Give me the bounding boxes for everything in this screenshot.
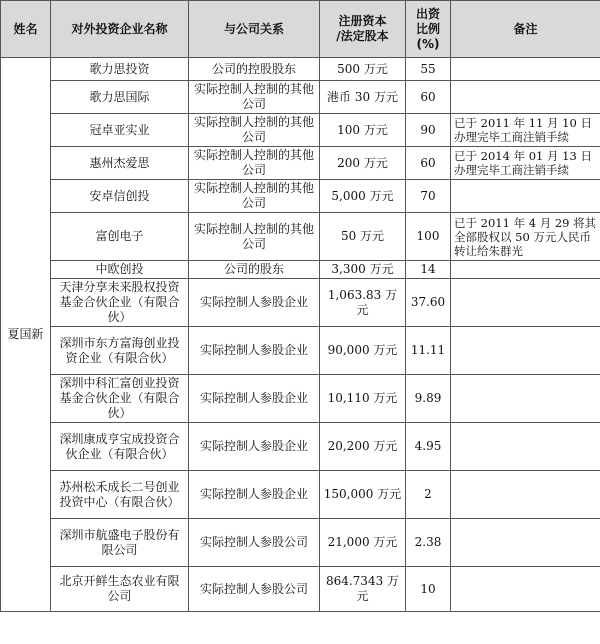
ratio-cell: 10 [406,567,451,612]
table-row [1,519,600,567]
remark-cell [451,423,600,471]
relation-cell: 实际控制人参股公司 [189,519,320,567]
header-capital: 注册资本 /法定股本 [320,1,406,58]
table-row [1,375,600,423]
ratio-cell: 60 [406,147,451,180]
relation-cell: 实际控制人控制的其他公司 [189,147,320,180]
header-relation: 与公司关系 [189,1,320,58]
capital-cell: 1,063.83 万元 [320,279,406,327]
table-row [1,81,600,114]
relation-cell: 实际控制人参股企业 [189,471,320,519]
company-cell: 富创电子 [51,213,189,261]
company-cell: 惠州杰爱思 [51,147,189,180]
table-row [1,471,600,519]
capital-cell: 500 万元 [320,58,406,81]
relation-cell: 实际控制人参股企业 [189,375,320,423]
table-row [1,213,600,261]
table-row [1,58,600,81]
header-row [1,1,600,58]
relation-cell: 实际控制人控制的其他公司 [189,213,320,261]
relation-cell: 实际控制人参股企业 [189,279,320,327]
capital-cell: 3,300 万元 [320,261,406,279]
capital-cell: 150,000 万元 [320,471,406,519]
person-name-cell: 夏国新 [1,58,51,612]
company-cell: 深圳市东方富海创业投资企业（有限合伙） [51,327,189,375]
remark-cell [451,58,600,81]
remark-cell [451,471,600,519]
ratio-cell: 2 [406,471,451,519]
remark-cell: 已于 2011 年 4 月 29 将其全部股权以 50 万元人民币转让给朱群光 [451,213,600,261]
ratio-cell: 100 [406,213,451,261]
capital-cell: 港币 30 万元 [320,81,406,114]
relation-cell: 公司的股东 [189,261,320,279]
ratio-cell: 60 [406,81,451,114]
relation-cell: 实际控制人控制的其他公司 [189,81,320,114]
table-row [1,423,600,471]
capital-cell: 5,000 万元 [320,180,406,213]
header-company: 对外投资企业名称 [51,1,189,58]
company-cell: 北京开鲜生态农业有限公司 [51,567,189,612]
ratio-cell: 90 [406,114,451,147]
capital-cell: 10,110 万元 [320,375,406,423]
header-name: 姓名 [1,1,51,58]
company-cell: 深圳市航盛电子股份有限公司 [51,519,189,567]
ratio-cell: 11.11 [406,327,451,375]
company-cell: 冠卓亚实业 [51,114,189,147]
capital-cell: 100 万元 [320,114,406,147]
ratio-cell: 14 [406,261,451,279]
remark-cell [451,180,600,213]
remark-cell [451,279,600,327]
ratio-cell: 37.60 [406,279,451,327]
company-cell: 深圳康成亨宝成投资合伙企业（有限合伙） [51,423,189,471]
company-cell: 深圳中科汇富创业投资基金合伙企业（有限合伙） [51,375,189,423]
relation-cell: 实际控制人控制的其他公司 [189,180,320,213]
ratio-cell: 2.38 [406,519,451,567]
remark-cell [451,81,600,114]
remark-cell [451,261,600,279]
relation-cell: 公司的控股股东 [189,58,320,81]
relation-cell: 实际控制人参股企业 [189,327,320,375]
ratio-cell: 70 [406,180,451,213]
capital-cell: 21,000 万元 [320,519,406,567]
remark-cell [451,519,600,567]
remark-cell [451,375,600,423]
table-row [1,327,600,375]
table-row [1,114,600,147]
header-remark: 备注 [451,1,600,58]
company-cell: 歌力思国际 [51,81,189,114]
capital-cell: 50 万元 [320,213,406,261]
ratio-cell: 55 [406,58,451,81]
capital-cell: 200 万元 [320,147,406,180]
table-row [1,180,600,213]
capital-cell: 90,000 万元 [320,327,406,375]
table-row [1,279,600,327]
company-cell: 天津分享未来股权投资基金合伙企业（有限合伙） [51,279,189,327]
header-ratio: 出资 比例 (%) [406,1,451,58]
company-cell: 歌力思投资 [51,58,189,81]
company-cell: 安卓信创投 [51,180,189,213]
company-cell: 苏州松禾成长二号创业投资中心（有限合伙） [51,471,189,519]
remark-cell [451,327,600,375]
capital-cell: 864.7343 万元 [320,567,406,612]
ratio-cell: 9.89 [406,375,451,423]
capital-cell: 20,200 万元 [320,423,406,471]
remark-cell: 已于 2014 年 01 月 13 日办理完毕工商注销手续 [451,147,600,180]
table-row [1,261,600,279]
table-body [1,58,600,612]
remark-cell: 已于 2011 年 11 月 10 日办理完毕工商注销手续 [451,114,600,147]
table-row [1,567,600,612]
relation-cell: 实际控制人控制的其他公司 [189,114,320,147]
remark-cell [451,567,600,612]
ratio-cell: 4.95 [406,423,451,471]
company-cell: 中欧创投 [51,261,189,279]
table-row [1,147,600,180]
relation-cell: 实际控制人参股企业 [189,423,320,471]
relation-cell: 实际控制人参股公司 [189,567,320,612]
